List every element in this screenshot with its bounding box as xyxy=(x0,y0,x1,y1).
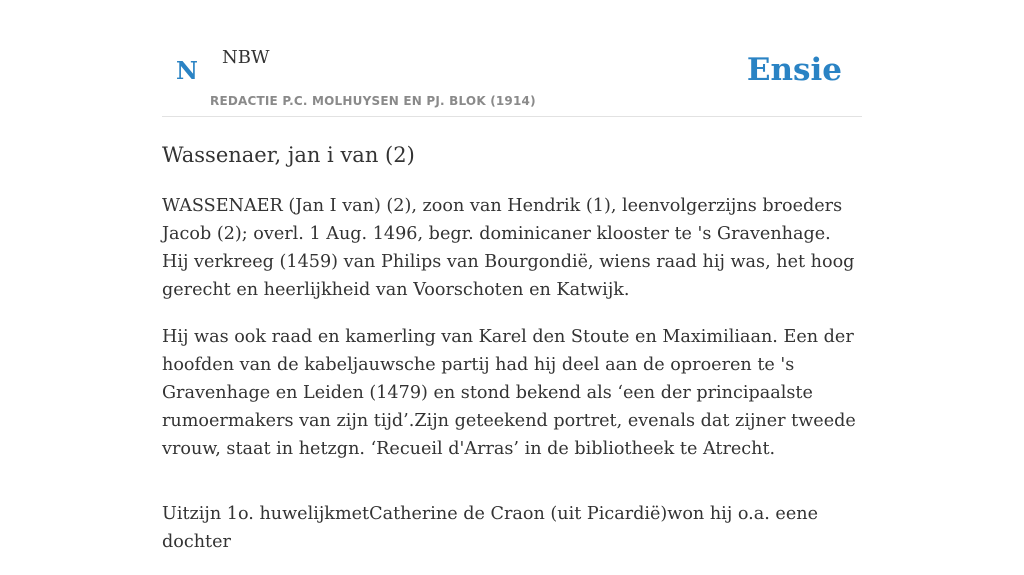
source-subtitle: REDACTIE P.C. MOLHUYSEN EN PJ. BLOK (1914) xyxy=(210,94,536,108)
source-logo[interactable]: N xyxy=(176,56,198,85)
source-name-link[interactable]: NBW xyxy=(222,47,270,68)
article-paragraph: Uitzijn 1o. huwelijkmetCatherine de Craon (uit Picardië)won hij o.a. eene dochter xyxy=(162,504,818,552)
article-paragraph: WASSENAER (Jan I van) (2), zoon van Hendrik (1), leenvolgerzijns broeders Jacob (2); overl. 1 Aug. 1496, begr. dominicaner klooster te 's Gravenhage. Hij verkreeg (1459) van Philips van Bourgondië, wiens raad hij was, het hoog gerecht en heerlijkheid van Voorschoten en Katwijk. xyxy=(162,196,855,300)
brand-logo[interactable]: Ensie xyxy=(746,52,842,88)
article-paragraph: Hij was ook raad en kamerling van Karel den Stoute en Maximiliaan. Een der hoofden van de kabeljauwsche partij had hij deel aan de oproeren te 's Gravenhage en Leiden (1479) en stond bekend als ‘een der principaalste rumoermakers van zijn tijd’.Zijn geteekend portret, evenals dat zijner tweede vrouw, staat in hetzgn. ‘Recueil d'Arras’ in de bibliotheek te Atrecht. xyxy=(162,327,856,459)
article-title: Wassenaer, jan i van (2) xyxy=(162,143,415,167)
source-header xyxy=(162,0,862,117)
article-body xyxy=(162,192,862,575)
page xyxy=(162,0,862,552)
